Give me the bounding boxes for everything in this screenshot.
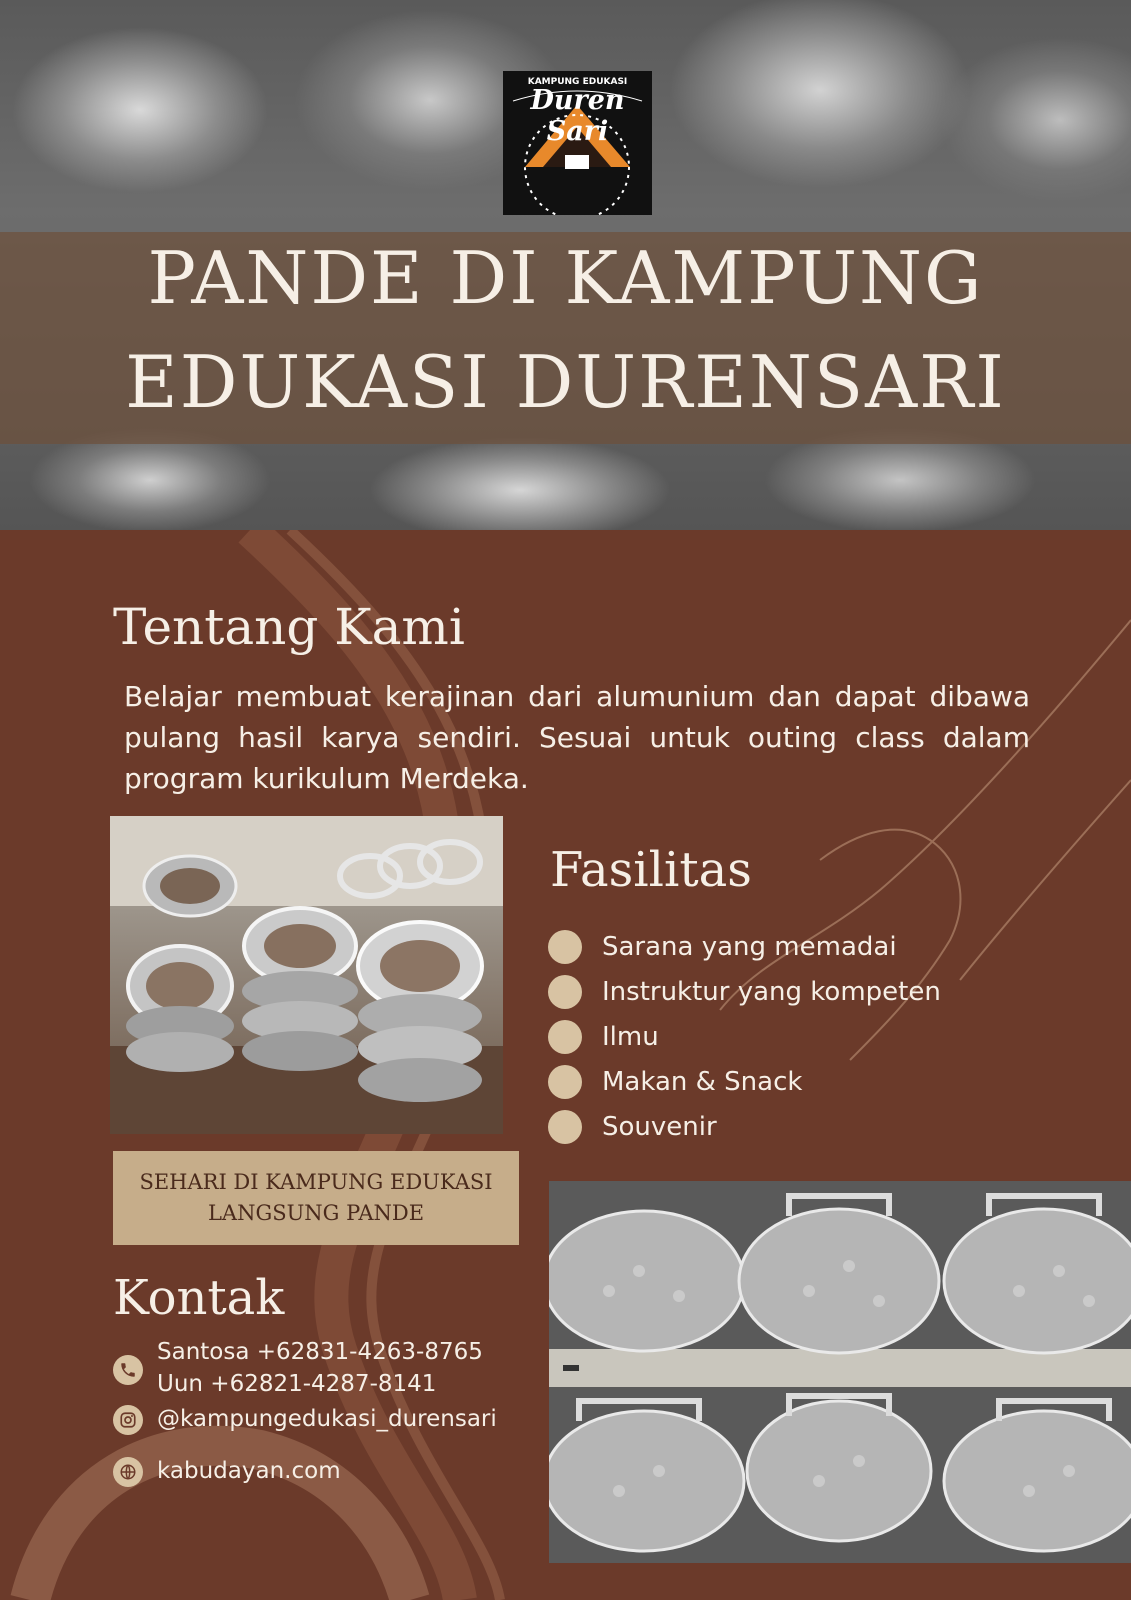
- about-text: Belajar membuat kerajinan dari alumunium dan dapat dibawa pulang hasil karya sendiri. Sesuai untuk outing class dalam program kurikulum Merdeka.: [124, 680, 1030, 795]
- hero-banner: [0, 0, 1131, 530]
- logo-name: Duren Sari: [530, 85, 625, 147]
- facility-label: Sarana yang memadai: [602, 931, 897, 962]
- phone-icon: [113, 1355, 143, 1385]
- facility-label: Souvenir: [602, 1111, 717, 1142]
- contact-website[interactable]: kabudayan.com: [157, 1458, 341, 1484]
- pots-illustration: [549, 1181, 1131, 1563]
- pans-illustration: [110, 816, 503, 1134]
- logo-top-text: KAMPUNG EDUKASI: [527, 77, 628, 87]
- duren-sari-logo: [503, 71, 652, 215]
- globe-icon: [113, 1457, 143, 1487]
- hero-title-line-2: EDUKASI DURENSARI: [125, 340, 1006, 424]
- caption-line-2: LANGSUNG PANDE: [207, 1201, 425, 1225]
- bullet-dot-icon: [548, 1020, 582, 1054]
- bullet-dot-icon: [548, 930, 582, 964]
- bullet-dot-icon: [548, 1110, 582, 1144]
- caption-line-1: SEHARI DI KAMPUNG EDUKASI: [139, 1170, 493, 1194]
- aluminium-pans-photo: [110, 816, 503, 1134]
- caption-box: [113, 1151, 519, 1245]
- instagram-icon: [113, 1405, 143, 1435]
- facility-item: [548, 1014, 1018, 1059]
- bullet-dot-icon: [548, 975, 582, 1009]
- facilities-list: [548, 924, 1018, 1149]
- facility-label: Makan & Snack: [602, 1066, 803, 1097]
- contact-phone-1: Santosa +62831-4263-8765: [157, 1339, 483, 1365]
- hero-title: [0, 226, 1131, 434]
- facility-item: [548, 969, 1018, 1014]
- aluminium-pots-photo: [549, 1181, 1131, 1563]
- contact-heading: Kontak: [113, 1270, 285, 1326]
- facility-label: Instruktur yang kompeten: [602, 976, 941, 1007]
- hero-title-line-1: PANDE DI KAMPUNG: [147, 236, 984, 320]
- facility-item: [548, 924, 1018, 969]
- facilities-heading: Fasilitas: [550, 842, 752, 898]
- about-heading: Tentang Kami: [113, 598, 465, 656]
- contact-instagram[interactable]: @kampungedukasi_durensari: [157, 1406, 497, 1432]
- bullet-dot-icon: [548, 1065, 582, 1099]
- facility-item: [548, 1104, 1018, 1149]
- facility-label: Ilmu: [602, 1021, 659, 1052]
- facility-item: [548, 1059, 1018, 1104]
- contact-phone-2: Uun +62821-4287-8141: [157, 1371, 437, 1397]
